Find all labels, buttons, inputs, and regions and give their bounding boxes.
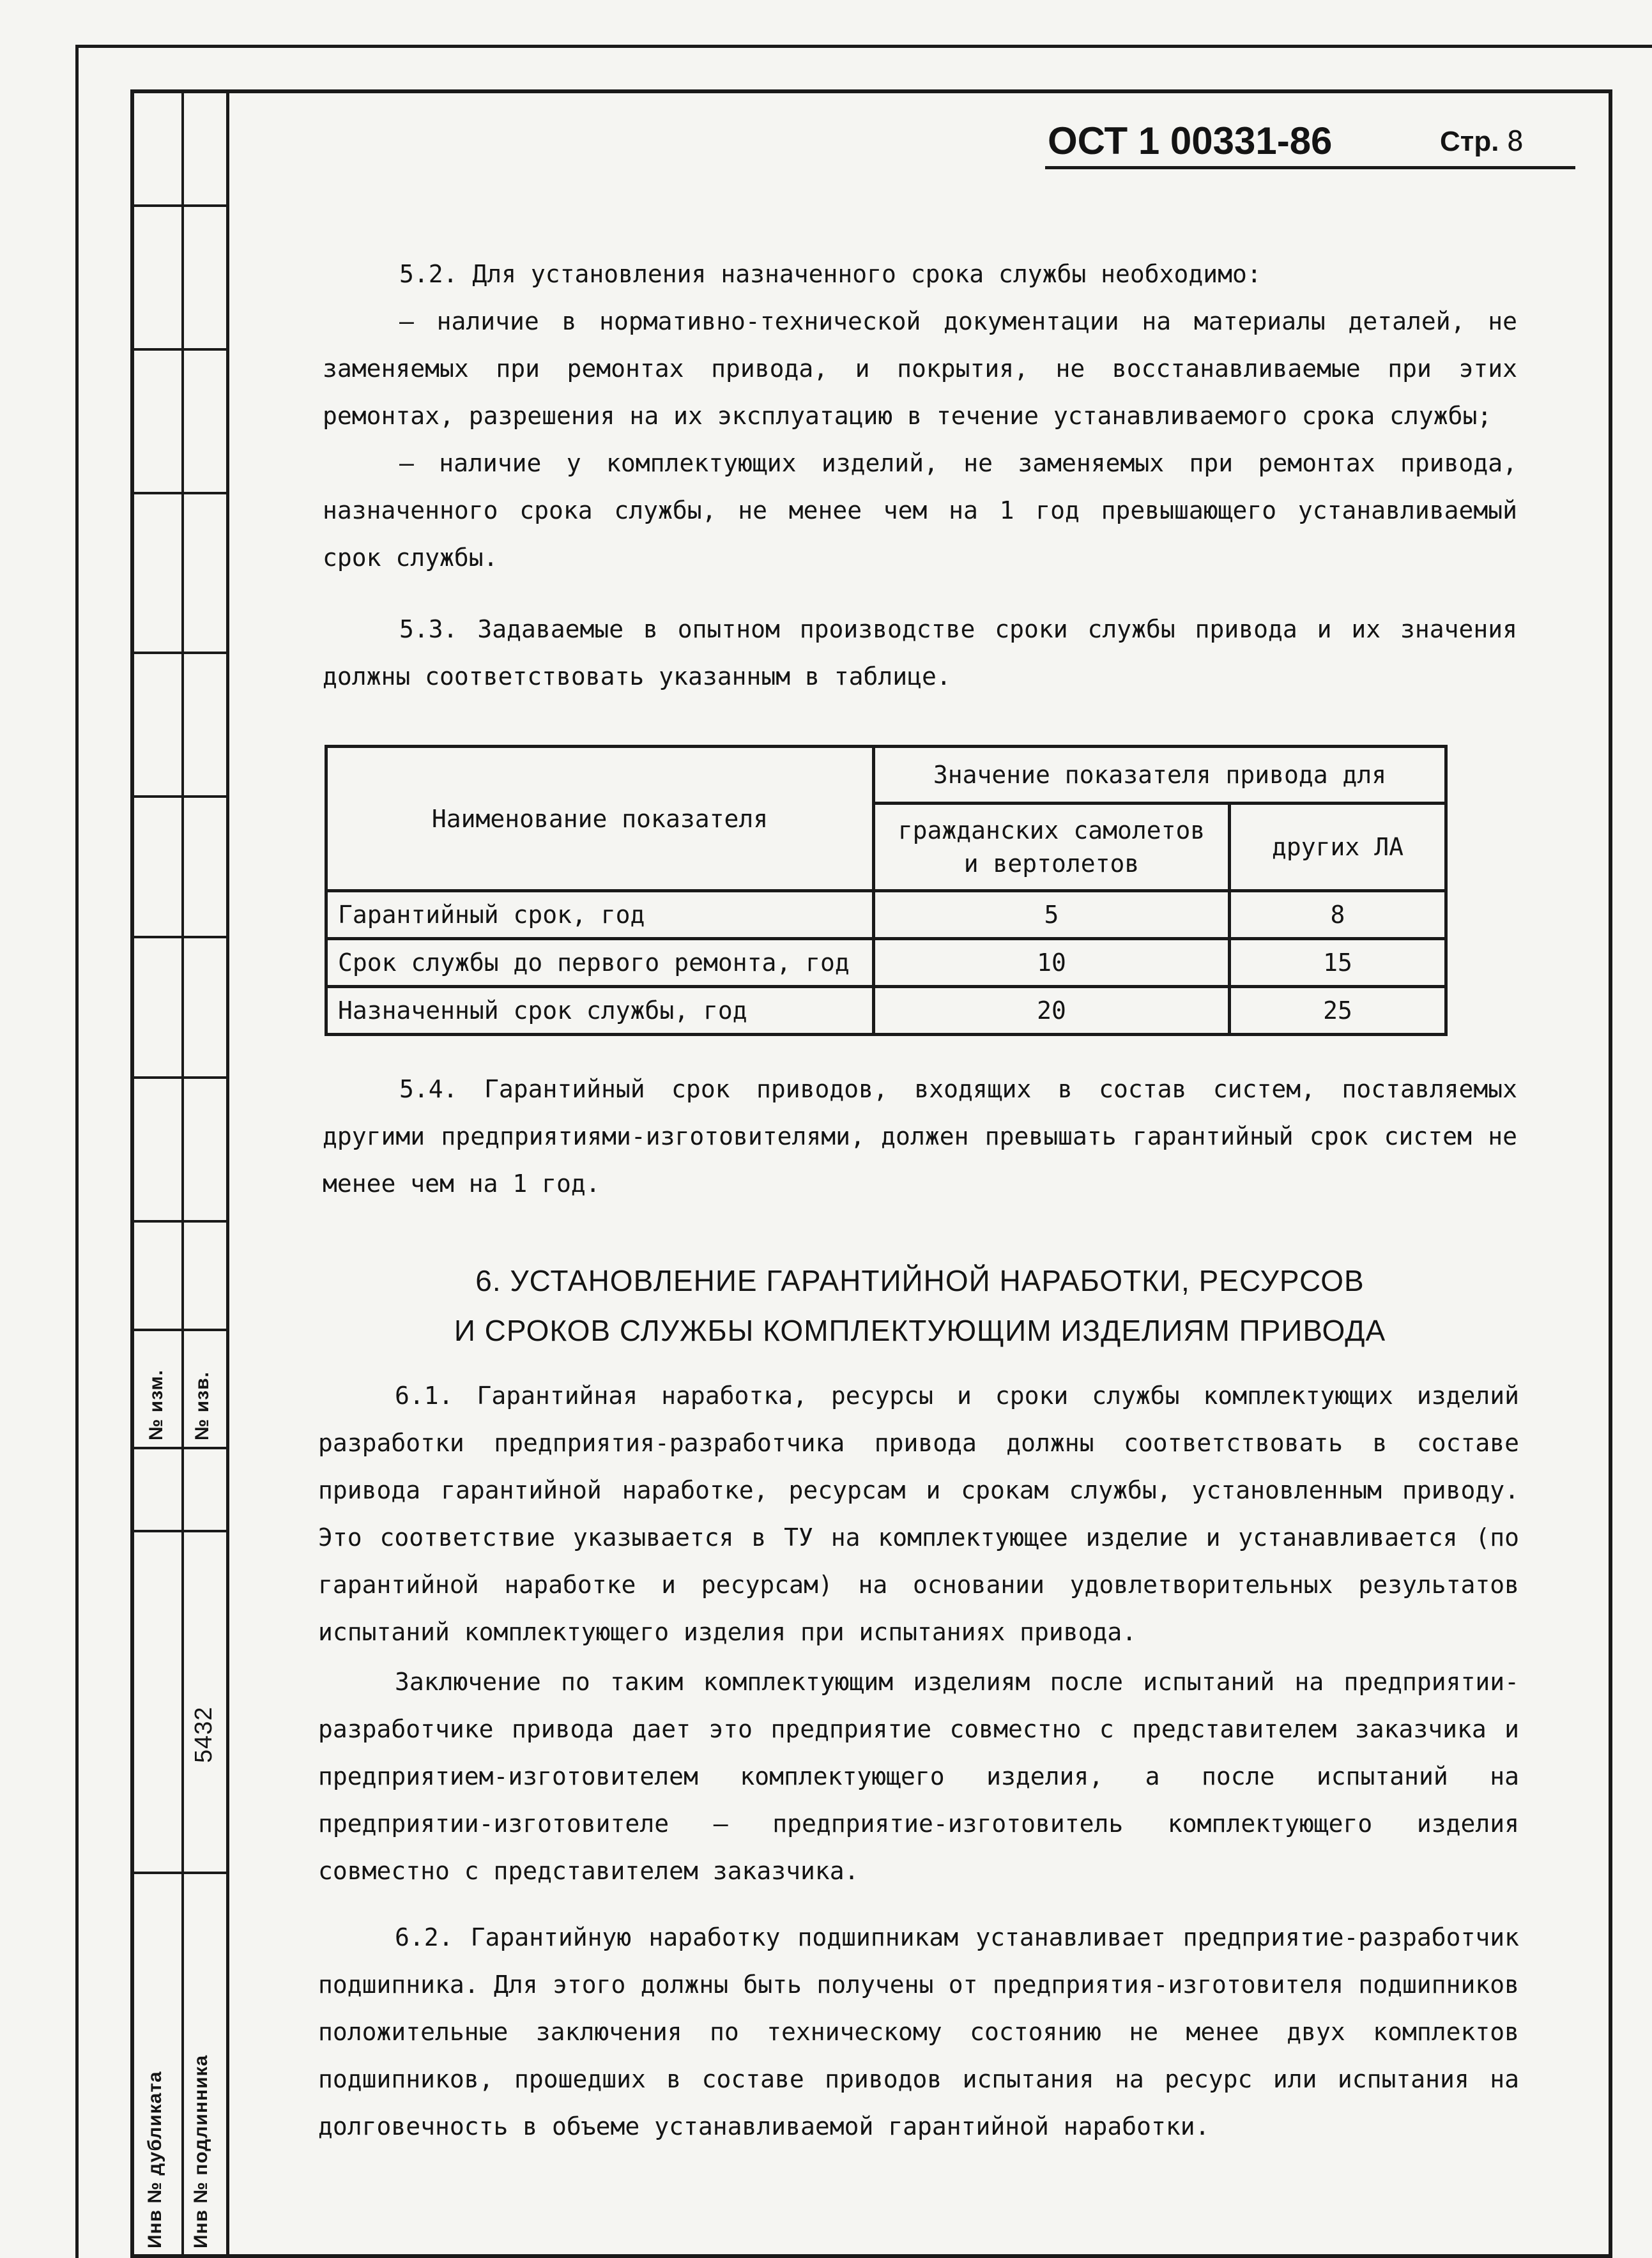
outer-border-left (75, 45, 79, 2258)
strip-rule (130, 795, 229, 798)
change-number-label: № изм. (146, 1369, 167, 1440)
paragraph-6-1-b: Заключение по таким комплектующим изделиям после испытаний на предприятии-разработчике привода дает это предприятие совместно с представителем заказчика и предприятием-изготовителем комплектующего изделия, а после испытаний на предприятии-изготовителе – предприятие-изготовитель комплектующего изделия совместно с представителем заказчика. (318, 1668, 1519, 1885)
strip-rule (130, 652, 229, 654)
table-header-name: Наименование показателя (326, 747, 874, 891)
document-number: ОСТ 1 00331-86 (1048, 119, 1333, 162)
paragraph-5-3: 5.3. Задаваемые в опытном производстве сроки службы привода и их значения должны соответствовать указанным в таблице. (323, 615, 1517, 690)
paragraph-6-2: 6.2. Гарантийную наработку подшипникам устанавливает предприятие-разработчик подшипника. Для этого должны быть получены от предприятия-изготовителя подшипников положительные заключения по техническому состоянию не менее двух комплектов подшипников, прошедших в составе приводов испытания на ресурс или испытания на долговечность в объеме устанавливаемой гарантийной наработки. (318, 1923, 1519, 2140)
table-cell-name: Срок службы до первого ремонта, год (326, 939, 874, 987)
table-row (326, 987, 1446, 1035)
page-number: 8 (1506, 125, 1524, 158)
paragraph-6-1: 6.1. Гарантийная наработка, ресурсы и сроки службы комплектующих изделий разработки предприятия-разработчика привода должны соответствовать в составе привода гарантийной наработке, ресурсам и срокам службы, установленным приводу. Это соответствие указывается в ТУ на комплектующее изделие и устанавливается (по гарантийной наработке и ресурсам) на основании удовлетворительных результатов испытаний комплектующего изделия при испытаниях привода. (318, 1382, 1519, 1646)
paragraph-5-2-b: – наличие у комплектующих изделий, не заменяемых при ремонтах привода, назначенного срока службы, не менее чем на 1 год превышающего устанавливаемый срок службы. (323, 449, 1517, 572)
strip-rule (130, 1076, 229, 1079)
strip-divider-inner (226, 89, 229, 2258)
inv-number-value: 5432 (190, 1706, 217, 1763)
section-6-heading-line-1: 6. УСТАНОВЛЕНИЕ ГАРАНТИЙНОЙ НАРАБОТКИ, РЕСУРСОВ (475, 1264, 1365, 1297)
table-cell-name: Назначенный срок службы, год (326, 987, 874, 1035)
strip-rule (130, 1872, 229, 1874)
table-cell-civil: 5 (874, 891, 1230, 939)
table-header-other: других ЛА (1230, 804, 1446, 891)
table-cell-other: 15 (1230, 939, 1446, 987)
strip-rule (130, 1530, 229, 1532)
strip-rule (130, 204, 229, 207)
table-cell-civil: 10 (874, 939, 1230, 987)
paragraph-5-4: 5.4. Гарантийный срок приводов, входящих в состав систем, поставляемых другими предприятиями-изготовителями, должен превышать гарантийный срок систем не менее чем на 1 год. (323, 1075, 1517, 1198)
strip-divider (181, 89, 184, 2258)
strip-rule (130, 1329, 229, 1331)
notice-number-label: № изв. (192, 1371, 213, 1440)
strip-rule (130, 936, 229, 938)
table-row (326, 939, 1446, 987)
inv-duplicate-label: Инв № дубликата (144, 2071, 165, 2248)
inv-original-label: Инв № подлинника (190, 2054, 211, 2248)
strip-rule (130, 492, 229, 494)
paragraph-5-2-a: – наличие в нормативно-технической документации на материалы деталей, не заменяемых при ремонтах привода, и покрытия, не восстанавливаемые при этих ремонтах, разрешения на их эксплуатацию в течение устанавливаемого срока службы; (323, 307, 1517, 430)
table-row (326, 891, 1446, 939)
table-cell-civil: 20 (874, 987, 1230, 1035)
table-cell-name: Гарантийный срок, год (326, 891, 874, 939)
table-cell-other: 8 (1230, 891, 1446, 939)
outer-border-top (75, 45, 1652, 48)
strip-rule (130, 348, 229, 351)
page-indicator (1440, 125, 1524, 158)
table-cell-other: 25 (1230, 987, 1446, 1035)
table-header-group: Значение показателя привода для (874, 747, 1446, 804)
strip-rule (130, 1447, 229, 1449)
header-rule (1045, 166, 1575, 169)
strip-rule (130, 1220, 229, 1223)
service-life-table (325, 745, 1448, 1036)
page-label: Стр. (1440, 126, 1499, 157)
paragraph-5-2: 5.2. Для установления назначенного срока службы необходимо: (399, 260, 1262, 288)
section-6-heading-line-2: И СРОКОВ СЛУЖБЫ КОМПЛЕКТУЮЩИМ ИЗДЕЛИЯМ ПРИВОДА (454, 1314, 1386, 1347)
table-header-civil: гражданских самолетов и вертолетов (874, 804, 1230, 891)
